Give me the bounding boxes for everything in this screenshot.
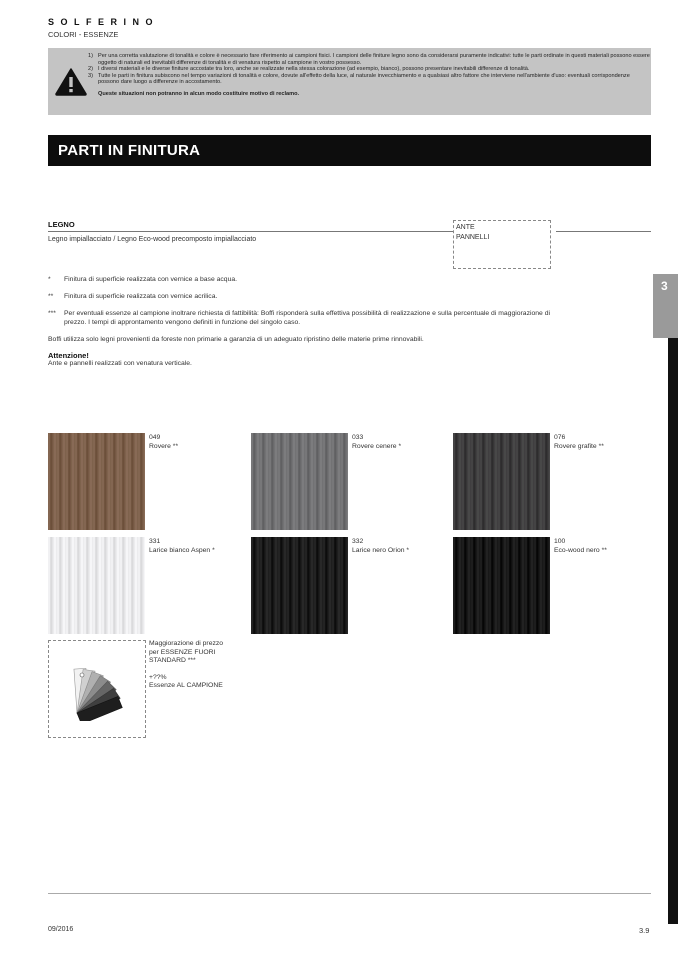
swatch-eco-wood-nero[interactable]: [453, 537, 550, 634]
swatch-rovere-grafite[interactable]: [453, 433, 550, 530]
boffi-note: Boffi utilizza solo legni provenienti da foreste non primarie a garanzia di un adeguato ripristino delle materie prime rinnovabili.: [48, 336, 424, 343]
swatch-label: 100 Eco-wood nero **: [554, 538, 607, 554]
swatch-label: 076 Rovere grafite **: [554, 434, 604, 450]
ante-label: ANTE: [456, 224, 475, 231]
swatch-label: 033 Rovere cenere *: [352, 434, 402, 450]
swatch-label: 049 Rovere **: [149, 434, 179, 450]
legno-description: Legno impiallacciato / Legno Eco-wood precomposto impiallacciato: [48, 236, 257, 243]
notice-bold-line: Queste situazioni non potranno in alcun modo costituire motivo di reclamo.: [98, 90, 300, 97]
swatch-larice-nero-orion[interactable]: [251, 537, 348, 634]
footnote: ** Finitura di superficie realizzata con vernice acrilica.: [48, 293, 218, 300]
attention-text: Ante e pannelli realizzati con venatura verticale.: [48, 360, 192, 367]
custom-essence-box[interactable]: [48, 640, 146, 738]
section-tab-number: 3: [661, 279, 668, 293]
notice-text: [88, 53, 650, 98]
swatch-label: 332 Larice nero Orion *: [352, 538, 410, 554]
brand-title: SOLFERINO: [48, 17, 160, 27]
section-title: PARTI IN FINITURA: [58, 142, 201, 159]
swatch-rovere[interactable]: [48, 433, 145, 530]
page-number: 3.9: [639, 926, 650, 935]
divider: [48, 231, 453, 232]
footnote: * Finitura di superficie realizzata con vernice a base acqua.: [48, 276, 238, 283]
footer-date: 09/2016: [48, 926, 74, 933]
ante-pannelli-labels: [456, 223, 489, 242]
swatch-larice-bianco-aspen[interactable]: [48, 537, 145, 634]
legno-heading: LEGNO: [48, 220, 75, 229]
section-sidebar: [668, 338, 678, 924]
warning-icon: [55, 68, 87, 96]
divider: [556, 231, 651, 232]
notice-item: 2) I diversi materiali e le diverse finiture accostate tra loro, anche se realizzate nella stessa colorazione (ad esempio, bianco), possono presentare inevitabili differenze di tonalità.: [88, 66, 530, 73]
notice-item: 1) Per una corretta valutazione di tonalità e colore è necessario fare riferimento ai campioni fisici. I campioni delle finiture legno sono da considerarsi puramente indicativi: tutte le parti ordinate in questi materiali possono essere oggetto di naturali ed inevitabili differenze di tonalità e di venatura rispetto al campione in vostro possesso.: [88, 53, 650, 66]
swatch-label: 331 Larice bianco Aspen *: [149, 538, 215, 554]
swatch-rovere-cenere[interactable]: [251, 433, 348, 530]
notice-item: 3) Tutte le parti in finitura subiscono nel tempo variazioni di tonalità e colore, dovute all'effetto della luce, al naturale invecchiamento e a qualsiasi altro fattore che interviene nell'ambiente d'uso: eventuali corrispondenze possono dare luogo a differenze in accostamento.: [88, 72, 630, 86]
footnote: *** Per eventuali essenze al campione inoltrare richiesta di fattibilità: Boffi risponderà sulla effettiva possibilità di realizzazione e sulla percentuale di maggiorazione di prezzo. I tempi di approntamento vengono definiti in funzione del singolo caso.: [48, 310, 550, 326]
swatch-fan-icon: [67, 657, 131, 721]
pannelli-label: PANNELLI: [456, 233, 490, 241]
attention-title: Attenzione!: [48, 351, 89, 360]
custom-essence-label: Maggiorazione di prezzo per ESSENZE FUORI STANDARD *** +??% Essenze AL CAMPIONE: [149, 640, 224, 689]
page-subtitle: COLORI - ESSENZE: [48, 30, 119, 39]
footer-divider: [48, 893, 651, 894]
